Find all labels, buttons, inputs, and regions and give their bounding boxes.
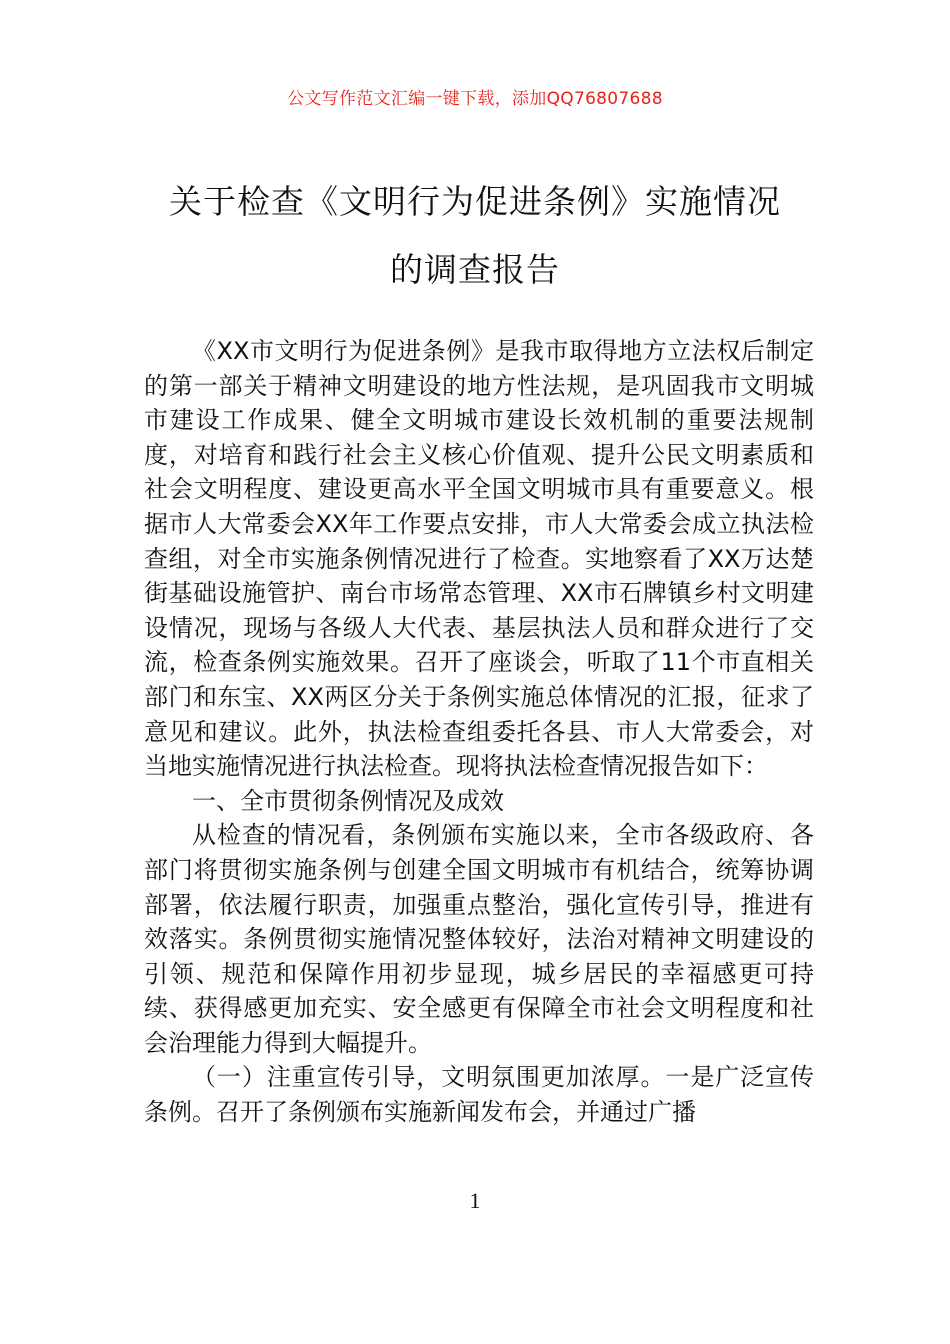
paragraph-subsection-1: （一）注重宣传引导，文明氛围更加浓厚。一是广泛宣传条例。召开了条例颁布实施新闻发布会，并通过广播: [144, 1063, 814, 1127]
page-number: 1: [469, 1188, 481, 1213]
download-promo-note: 公文写作范文汇编一键下载，添加QQ76807688: [287, 89, 663, 109]
document-body: [144, 334, 814, 1130]
page-title-line-1: 关于检查《文明行为促进条例》实施情况: [169, 182, 781, 221]
paragraph-intro: 《XX市文明行为促进条例》是我市取得地方立法权后制定的第一部关于精神文明建设的地方性法规，是巩固我市文明城市建设工作成果、健全文明城市建设长效机制的重要法规制度，对培育和践行社会主义核心价值观、提升公民文明素质和社会文明程度、建设更高水平全国文明城市具有重要意义。根据市人大常委会XX年工作要点安排，市人大常委会成立执法检查组，对全市实施条例情况进行了检查。实地察看了XX万达楚街基础设施管护、南台市场常态管理、XX市石牌镇乡村文明建设情况，现场与各级人大代表、基层执法人员和群众进行了交流，检查条例实施效果。召开了座谈会，听取了11个市直相关部门和东宝、XX两区分关于条例实施总体情况的汇报，征求了意见和建议。此外，执法检查组委托各县、市人大常委会，对当地实施情况进行执法检查。现将执法检查情况报告如下：: [144, 337, 814, 781]
page-title-line-2: 的调查报告: [390, 250, 560, 289]
section-heading-1: 一、全市贯彻条例情况及成效: [192, 786, 504, 815]
paragraph-overview: 从检查的情况看，条例颁布实施以来，全市各级政府、各部门将贯彻实施条例与创建全国文明城市有机结合，统筹协调部署，依法履行职责，加强重点整治，强化宣传引导，推进有效落实。条例贯彻实施情况整体较好，法治对精神文明建设的引领、规范和保障作用初步显现，城乡居民的幸福感更可持续、获得感更加充实、安全感更有保障全市社会文明程度和社会治理能力得到大幅提升。: [144, 821, 814, 1057]
